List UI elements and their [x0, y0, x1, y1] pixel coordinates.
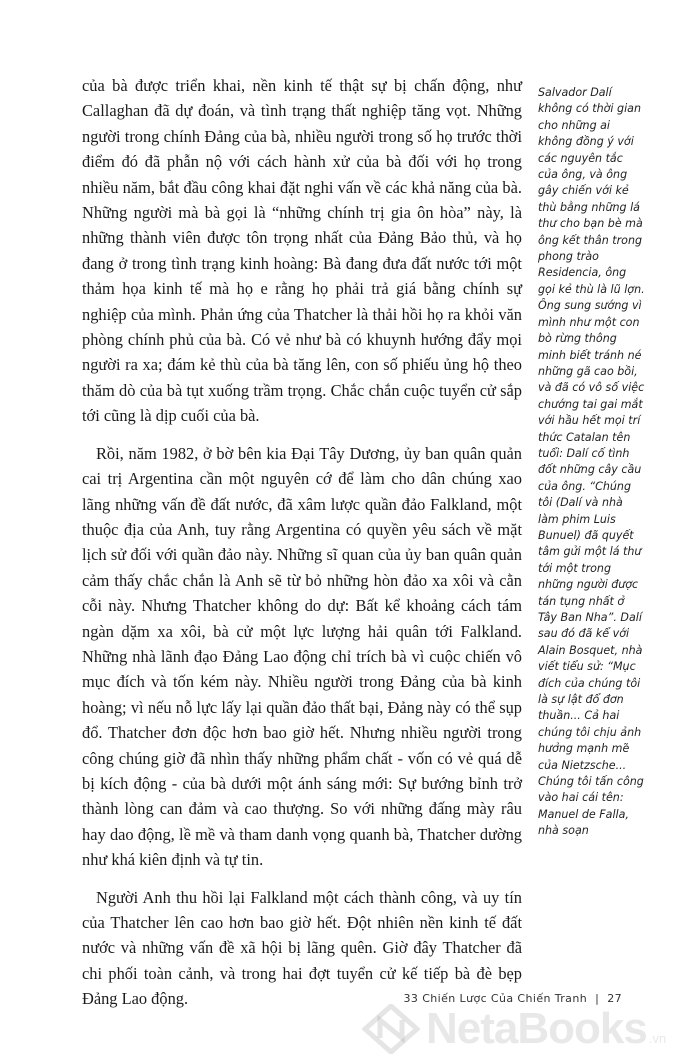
footer-separator: |: [595, 992, 600, 1005]
sidebar-note: Salvador Dalí không có thời gian cho những ai không đồng ý với các nguyên tắc của ông, và ông gây chiến với kẻ thù bằng những lá thư cho bạn bè mà ông kết thân trong phong trào Residencia, ông gọi kẻ thù là lũ lợn. Ông sung sướng vì mình như một con bò rừng thông minh biết tránh né những gã cao bồi, và đã có vô số việc chướng tai gai mắt với hầu hết mọi trí thức Catalan tên tuổi: Dalí cố tình đốt những cây cầu của ông. “Chúng tôi (Dalí và nhà làm phim Luis Bunuel) đã quyết tâm gửi một lá thư tới một trong những người được tán tụng nhất ở Tây Ban Nha”. Dalí sau đó đã kể với Alain Bosquet, nhà viết tiểu sử: “Mục đích của chúng tôi là sự lật đổ đơn thuần... Cả hai chúng tôi chịu ảnh hưởng mạnh mẽ của Nietzsche... Chúng tôi tấn công vào hai cái tên: Manuel de Falla, nhà soạn: [538, 86, 645, 838]
page-number: 27: [607, 992, 622, 1005]
body-paragraph-3: Người Anh thu hồi lại Falkland một cách thành công, và uy tín của Thatcher lên cao hơn bao giờ hết. Đột nhiên nền kinh tế đất nước và những vấn đề xã hội bị lãng quên. Giờ đây Thatcher đã chi phối toàn cảnh, và trong hai đợt tuyển cử kế tiếp bà đè bẹp Đảng Lao động.: [82, 887, 522, 1009]
netabooks-logo-icon: [362, 1004, 420, 1054]
main-text-column: [82, 73, 522, 1024]
watermark-domain-suffix: .vn: [648, 1030, 667, 1046]
body-paragraph-2: Rồi, năm 1982, ở bờ bên kia Đại Tây Dương, ủy ban quân quản cai trị Argentina cần một nguyên cớ để làm cho dân chúng xao lãng những vấn đề đất nước, đã xâm lược quần đảo Falkland, một thuộc địa của Anh, tuy rằng Argentina có quyền yêu sách về mặt lịch sử đối với quần đảo này. Những sĩ quan của ủy ban quân quản cảm thấy chắc chắn là Anh sẽ từ bỏ những hòn đảo xa xôi và cằn cỗi này. Nhưng Thatcher không do dự: Bất kể khoảng cách tám ngàn dặm xa xôi, bà cử một lực lượng hải quân tới Falkland. Những nhà lãnh đạo Đảng Lao động chỉ trích bà vì cuộc chiến vô mục đích và tốn kém này. Nhiều người trong Đảng của bà kinh hoàng; vì nếu nỗ lực lấy lại quần đảo thất bại, Đảng này có thể sụp đổ. Thatcher đơn độc hơn bao giờ hết. Nhưng nhiều người trong công chúng giờ đã nhìn thấy những phẩm chất - vốn có vẻ quá dễ bị kích động - của bà dưới một ánh sáng mới: Sự bướng bỉnh trở thành lòng can đảm và cao thượng. So với những đấng mày râu hay dao động, lề mề và tham danh vọng quanh bà, Thatcher dường như khá kiên định và tự tin.: [82, 443, 522, 870]
watermark-brand: NetaBooks: [426, 1004, 647, 1053]
body-paragraph-1: của bà được triển khai, nền kinh tế thật sự bị chấn động, như Callaghan đã dự đoán, và tình trạng thất nghiệp tăng vọt. Những người trong chính Đảng của bà, nhiều người trong số họ trước thời điểm đó đã phẫn nộ với cách hành xử của bà đối với họ trong nhiều năm, bắt đầu công khai đặt nghi vấn về các khả năng của bà. Những người mà bà gọi là “những chính trị gia ôn hòa” này, là những thành viên được tôn trọng nhất của Đảng Bảo thủ, và họ đang ở trong tình trạng kinh hoàng: Bà đang đưa đất nước tới một thảm họa kinh tế mà họ e rằng họ phải trả giá bằng chính sự nghiệp của mình. Phản ứng của Thatcher là thải hồi họ ra khỏi văn phòng chính phủ của bà. Có vẻ như bà có khuynh hướng đẩy mọi người ra xa; đám kẻ thù của bà tăng lên, con số phiếu ủng hộ theo thăm dò của bà tụt xuống trầm trọng. Chắc chắn cuộc tuyển cử sắp tới cũng là dịp cuối của bà.: [82, 76, 522, 426]
running-book-title: 33 Chiến Lược Của Chiến Tranh: [403, 992, 588, 1005]
watermark: [362, 1004, 666, 1054]
